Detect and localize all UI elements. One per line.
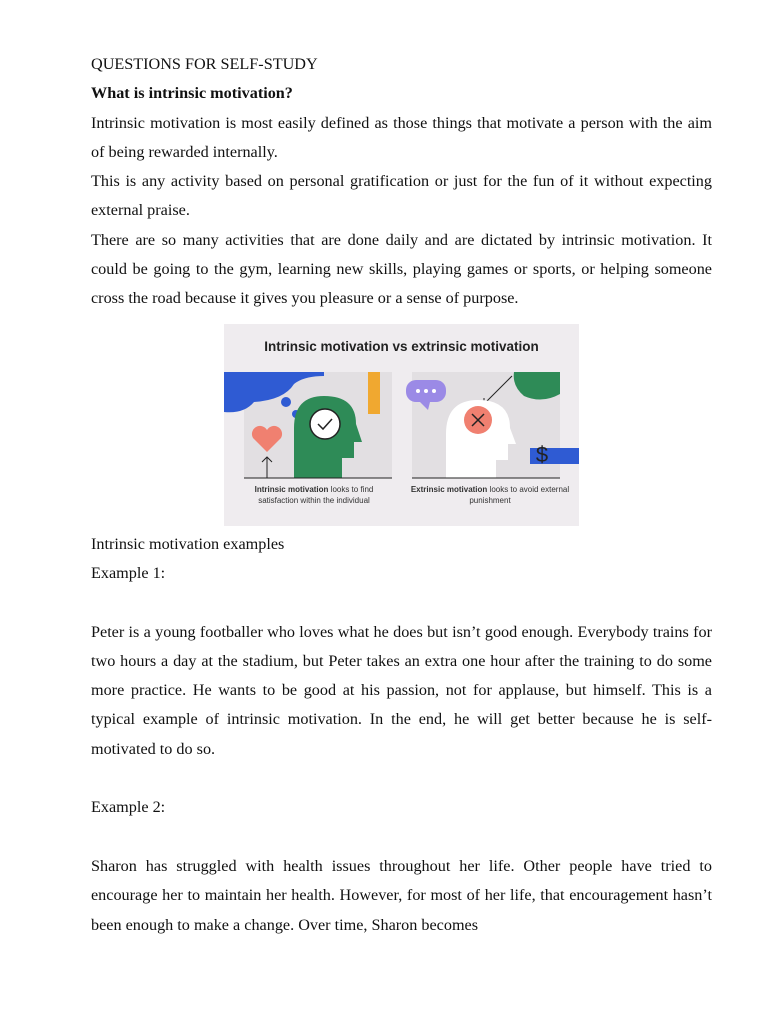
example2-label: Example 2: xyxy=(91,798,166,817)
orange-bar xyxy=(368,372,380,414)
right-caption-bold: Extrinsic motivation xyxy=(410,484,488,494)
thought-bubble-dot xyxy=(281,397,291,407)
example1-paragraph: Peter is a young footballer who loves what he does but isn’t good enough. Everybody trains for two hours a day at the stadium, but Peter takes an extra one hour after the training to do some more practice. He wants to be good at his passion, not for applause, but himself. This is a typical example of intrinsic motivation. In the end, he will get better because he is self-motivated to do so. xyxy=(91,622,712,758)
section-heading: QUESTIONS FOR SELF-STUDY xyxy=(91,55,318,73)
spacer xyxy=(91,764,712,793)
paragraph-activities: There are so many activities that are done daily and are dictated by intrinsic motivation. It could be going to the gym, learning new skills, playing games or sports, or helping someone cross the road because it gives you pleasure or a sense of purpose. xyxy=(91,230,712,308)
dollar-sign-icon: $ xyxy=(535,441,549,467)
paragraph-definition: Intrinsic motivation is most easily defined as those things that motivate a person with the aim of being rewarded internally. xyxy=(91,113,712,161)
examples-heading: Intrinsic motivation examples xyxy=(91,534,285,553)
right-caption xyxy=(410,484,570,507)
example1-label: Example 1: xyxy=(91,563,166,582)
left-caption-bold: Intrinsic motivation xyxy=(254,484,329,494)
question-heading: What is intrinsic motivation? xyxy=(91,84,293,103)
left-caption-rest: looks to find satisfaction within the individual xyxy=(258,484,374,506)
spacer xyxy=(91,823,712,852)
checkmark-circle-icon xyxy=(310,409,340,439)
example2-paragraph: Sharon has struggled with health issues throughout her life. Other people have tried to encourage her to maintain her health. However, for most of her life, that encouragement hasn’t been enough to make a change. Over time, Sharon becomes xyxy=(91,856,712,934)
paragraph-gratification: This is any activity based on personal gratification or just for the fun of it without expecting external praise. xyxy=(91,172,712,220)
speech-dot-3 xyxy=(432,389,436,393)
right-caption-rest: looks to avoid external punishment xyxy=(469,484,570,506)
speech-dot-2 xyxy=(424,389,428,393)
left-caption xyxy=(234,484,394,507)
motivation-figure xyxy=(224,324,579,526)
text-column xyxy=(91,50,712,940)
figure-title: Intrinsic motivation vs extrinsic motivation xyxy=(264,338,539,354)
speech-dot-1 xyxy=(416,389,420,393)
spacer xyxy=(91,588,712,617)
